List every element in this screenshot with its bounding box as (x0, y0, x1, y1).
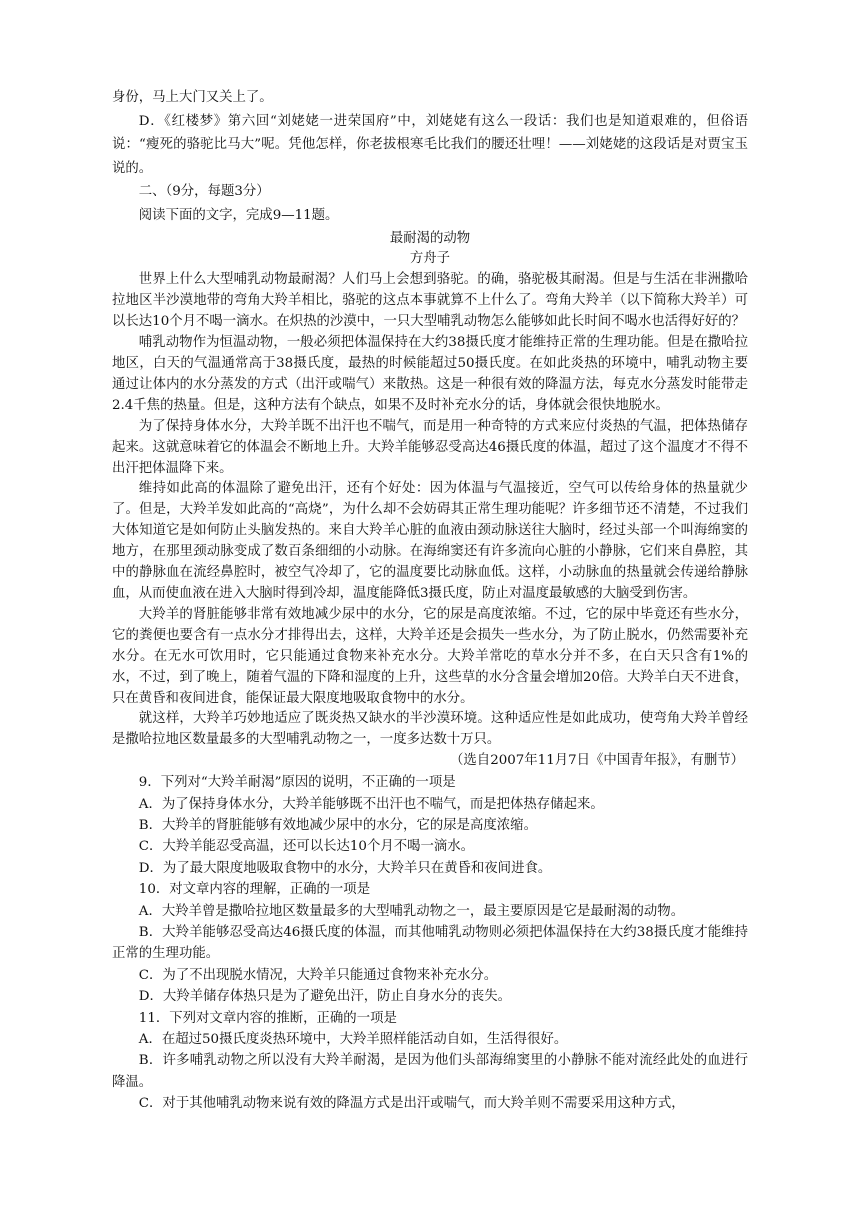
article-title: 最耐渴的动物 (389, 230, 471, 246)
continuation-line: 身份，马上大门又关上了。 (112, 90, 273, 105)
section-heading: 二、（9分，每题3分） (138, 184, 270, 200)
question-option: A．在超过50摄氏度炎热环境中，大羚羊照样能活动自如，生活得很好。 (138, 1032, 568, 1047)
article-paragraph: 大羚羊的肾脏能够非常有效地减少尿中的水分，它的尿是高度浓缩。不过，它的尿中毕竟还有些水分，它的粪便也要含有一点水分才排得出去，这样，大羚羊还是会损失一些水分，为了防止脱水，仍然需要补充水分。在无水可饮用时，它只能通过食物来补充水分。大羚羊常吃的草水分并不多，在白天只含有1%的水，不过，到了晚上，随着气温的下降和湿度的上升，这些草的水分含量会增加20倍。大羚羊白天不进食，只在黄昏和夜间进食，能保证最大限度地吸取食物中的水分。 (112, 606, 748, 706)
question-stem: 9．下列对“大羚羊耐渴”原因的说明，不正确的一项是 (138, 775, 456, 791)
question-stem: 10．对文章内容的理解，正确的一项是 (138, 882, 371, 898)
question-list (112, 772, 748, 1115)
article-paragraph: 世界上什么大型哺乳动物最耐渴？人们马上会想到骆驼。的确，骆驼极其耐渴。但是与生活在非洲撒哈拉地区半沙漠地带的弯角大羚羊相比，骆驼的这点本事就算不上什么了。弯角大羚羊（以下简称大羚羊）可以长达10个月不喝一滴水。在炽热的沙漠中，一只大型哺乳动物怎么能够如此长时间不喝水也活得好好的？ (112, 272, 748, 330)
question-option: B．大羚羊能够忍受高达46摄氏度的体温，而其他哺乳动物则必须把体温保持在大约38摄氏度才能维持正常的生理功能。 (112, 924, 748, 962)
reading-instruction: 阅读下面的文字，完成9—11题。 (138, 207, 339, 223)
question-option: B．大羚羊的肾脏能够有效地减少尿中的水分，它的尿是高度浓缩。 (138, 817, 537, 833)
question-option: D．为了最大限度地吸取食物中的水分，大羚羊只在黄昏和夜间进食。 (138, 860, 552, 876)
article-paragraph: 哺乳动物作为恒温动物，一般必须把体温保持在大约38摄氏度才能维持正常的生理功能。但是在撒哈拉地区，白天的气温通常高于38摄氏度，最热的时候能超过50摄氏度。在如此炎热的环境中，哺乳动物主要通过让体内的水分蒸发的方式（出汗或喘气）来散热。这是一种很有效的降温方法，每克水分蒸发时能带走2.4千焦的热量。但是，这种方法有个缺点，如果不及时补充水分的话，身体就会很快地脱水。 (112, 335, 748, 413)
article-paragraph: 为了保持身体水分，大羚羊既不出汗也不喘气，而是用一种奇特的方式来应付炎热的气温，把体热储存起来。这就意味着它的体温会不断地上升。大羚羊能够忍受高达46摄氏度的体温，超过了这个温度才不得不出汗把体温降下来。 (112, 418, 748, 476)
article-paragraph: 就这样，大羚羊巧妙地适应了既炎热又缺水的半沙漠环境。这种适应性是如此成功，使弯角大羚羊曾经是撒哈拉地区数量最多的大型哺乳动物之一，一度多达数十万只。 (112, 711, 748, 748)
question-option: C．对于其他哺乳动物来说有效的降温方式是出汗或喘气，而大羚羊则不需要采用这种方式， (138, 1096, 685, 1112)
article-author: 方舟子 (409, 251, 451, 267)
question-option: D．大羚羊储存体热只是为了避免出汗，防止自身水分的丧失。 (138, 989, 512, 1005)
article (112, 229, 748, 773)
article-source: （选自2007年11月7日《中国青年报》，有删节） (450, 753, 744, 769)
question-option: C．为了不出现脱水情况，大羚羊只能通过食物来补充水分。 (138, 967, 498, 983)
question-option: C．大羚羊能忍受高温，还可以长达10个月不喝一滴水。 (138, 839, 475, 855)
option-d-paragraph: D．《红楼梦》第六回“刘姥姥一进荣国府”中，刘姥姥有这么一段话：我们也是知道艰难的，但俗语说：“瘦死的骆驼比马大”呢。凭他怎样，你老拔根寒毛比我们的腰还壮哩！——刘姥姥的这段话是对贾宝玉说的。 (112, 113, 748, 176)
question-option: A．为了保持身体水分，大羚羊能够既不出汗也不喘气，而是把体热存储起来。 (138, 796, 604, 812)
question-stem: 11．下列对文章内容的推断，正确的一项是 (138, 1010, 397, 1026)
article-paragraph: 维持如此高的体温除了避免出汗，还有个好处：因为体温与气温接近，空气可以传给身体的热量就少了。但是，大羚羊发如此高的“高烧”，为什么却不会妨碍其正常生理功能呢？许多细节还不清楚，不过我们大体知道它是如何防止头脑发热的。来自大羚羊心脏的血液由颈动脉送往大脑时，经过头部一个叫海绵窦的地方，在那里颈动脉变成了数百条细细的小动脉。在海绵窦还有许多流向心脏的小静脉，它们来自鼻腔，其中的静脉血在流经鼻腔时，被空气冷却了，它的温度要比动脉血低。这样，小动脉血的热量就会传递给静脉血，从而使血液在进入大脑时得到冷却，温度能降低3摄氏度，防止对温度最敏感的大脑受到伤害。 (112, 481, 748, 601)
question-option: B．许多哺乳动物之所以没有大羚羊耐渴，是因为他们头部海绵窦里的小静脉不能对流经此处的血进行降温。 (112, 1053, 748, 1090)
question-option: A．大羚羊曾是撒哈拉地区数量最多的大型哺乳动物之一，最主要原因是它是最耐渴的动物。 (138, 903, 685, 919)
